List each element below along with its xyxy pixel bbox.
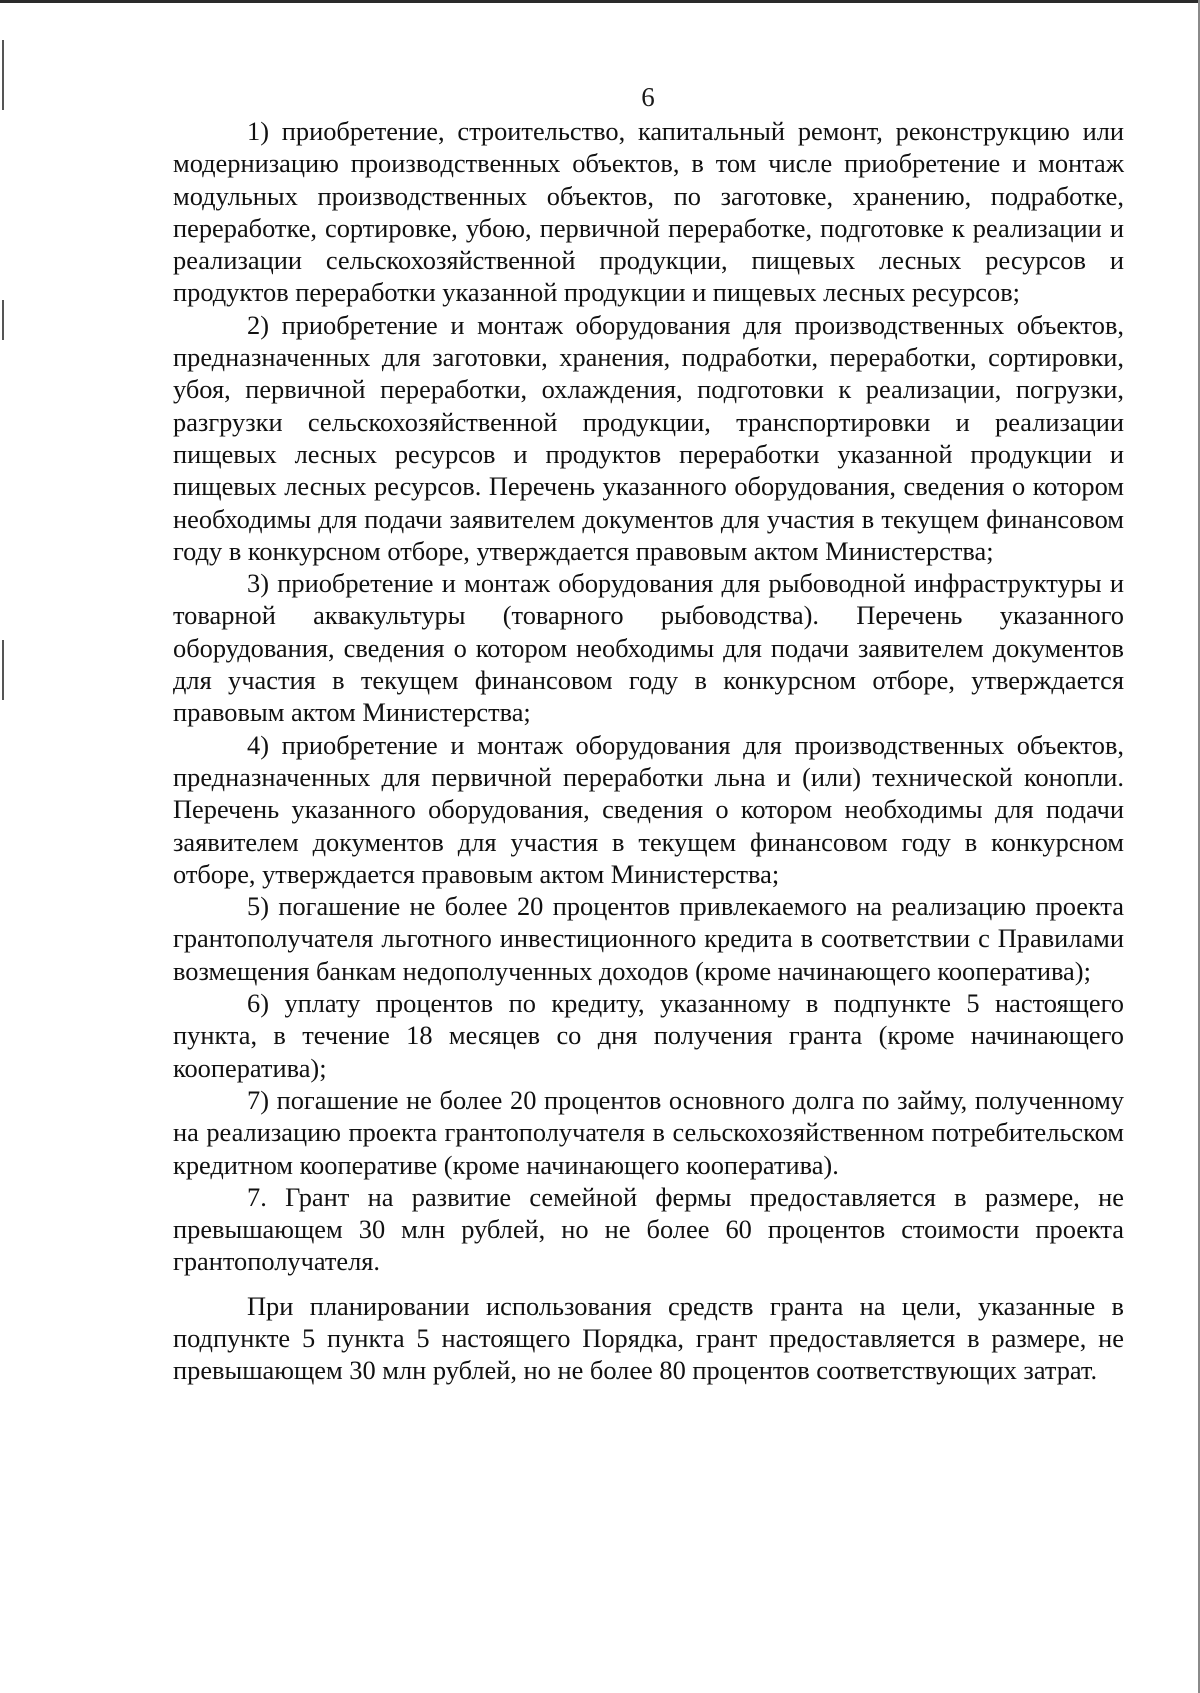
paragraph-grant-planning: При планировании использования средств гранта на цели, указанные в подпункте 5 пункта 5 настоящего Порядка, грант предоставляется в размере, не превышающем 30 млн рублей, но не более 80 процентов соответствующих затрат. bbox=[173, 1290, 1124, 1386]
paragraph-item-7: 7. Грант на развитие семейной фермы предоставляется в размере, не превышающем 30 млн рублей, но не более 60 процентов стоимости проекта грантополучателя. bbox=[173, 1181, 1124, 1277]
paragraph-subitem-1: 1) приобретение, строительство, капитальный ремонт, реконструкцию или модернизацию производственных объектов, в том числе приобретение и монтаж модульных производственных объектов, по заготовке, хранению, подработке, переработке, сортировке, убою, первичной переработке, подготовке к реализации и реализации сельскохозяйственной продукции, пищевых лесных ресурсов и продуктов переработки указанной продукции и пищевых лесных ресурсов; bbox=[173, 116, 1124, 308]
scan-mark-left bbox=[2, 640, 4, 700]
paragraph-subitem-5: 5) погашение не более 20 процентов привлекаемого на реализацию проекта грантополучателя льготного инвестиционного кредита в соответствии с Правилами возмещения банкам недополученных доходов (кроме начинающего кооператива); bbox=[173, 891, 1124, 986]
document-body bbox=[173, 115, 1124, 1387]
paragraph-subitem-3: 3) приобретение и монтаж оборудования для рыбоводной инфраструктуры и товарной аквакультуры (товарного рыбоводства). Перечень указанного оборудования, сведения о котором необходимы для подачи заявителем документов для участия в текущем финансовом году в конкурсном отборе, утверждается правовым актом Министерства; bbox=[173, 568, 1124, 728]
paragraph-subitem-2: 2) приобретение и монтаж оборудования для производственных объектов, предназначенных для заготовки, хранения, подработки, переработки, сортировки, убоя, первичной переработки, охлаждения, подготовки к реализации, погрузки, разгрузки сельскохозяйственной продукции, транспортировки и реализации пищевых лесных ресурсов и продуктов переработки указанной продукции и пищевых лесных ресурсов. Перечень указанного оборудования, сведения о котором необходимы для подачи заявителем документов для участия в текущем финансовом году в конкурсном отборе, утверждается правовым актом Министерства; bbox=[173, 309, 1124, 566]
scan-mark-left bbox=[2, 40, 4, 110]
page-number: 6 bbox=[641, 82, 655, 112]
scan-edge-top bbox=[0, 0, 1200, 3]
paragraph-subitem-6: 6) уплату процентов по кредиту, указанному в подпункте 5 настоящего пункта, в течение 18 месяцев со дня получения гранта (кроме начинающего кооператива); bbox=[173, 988, 1124, 1083]
paragraph-subitem-4: 4) приобретение и монтаж оборудования для производственных объектов, предназначенных для первичной переработки льна и (или) технической конопли. Перечень указанного оборудования, сведения о котором необходимы для подачи заявителем документов для участия в текущем финансовом году в конкурсном отборе, утверждается правовым актом Министерства; bbox=[173, 729, 1124, 889]
paragraph-subitem-7: 7) погашение не более 20 процентов основного долга по займу, полученному на реализацию проекта грантополучателя в сельскохозяйственном потребительском кредитном кооперативе (кроме начинающего кооператива). bbox=[173, 1084, 1124, 1180]
scan-mark-left bbox=[2, 300, 4, 340]
